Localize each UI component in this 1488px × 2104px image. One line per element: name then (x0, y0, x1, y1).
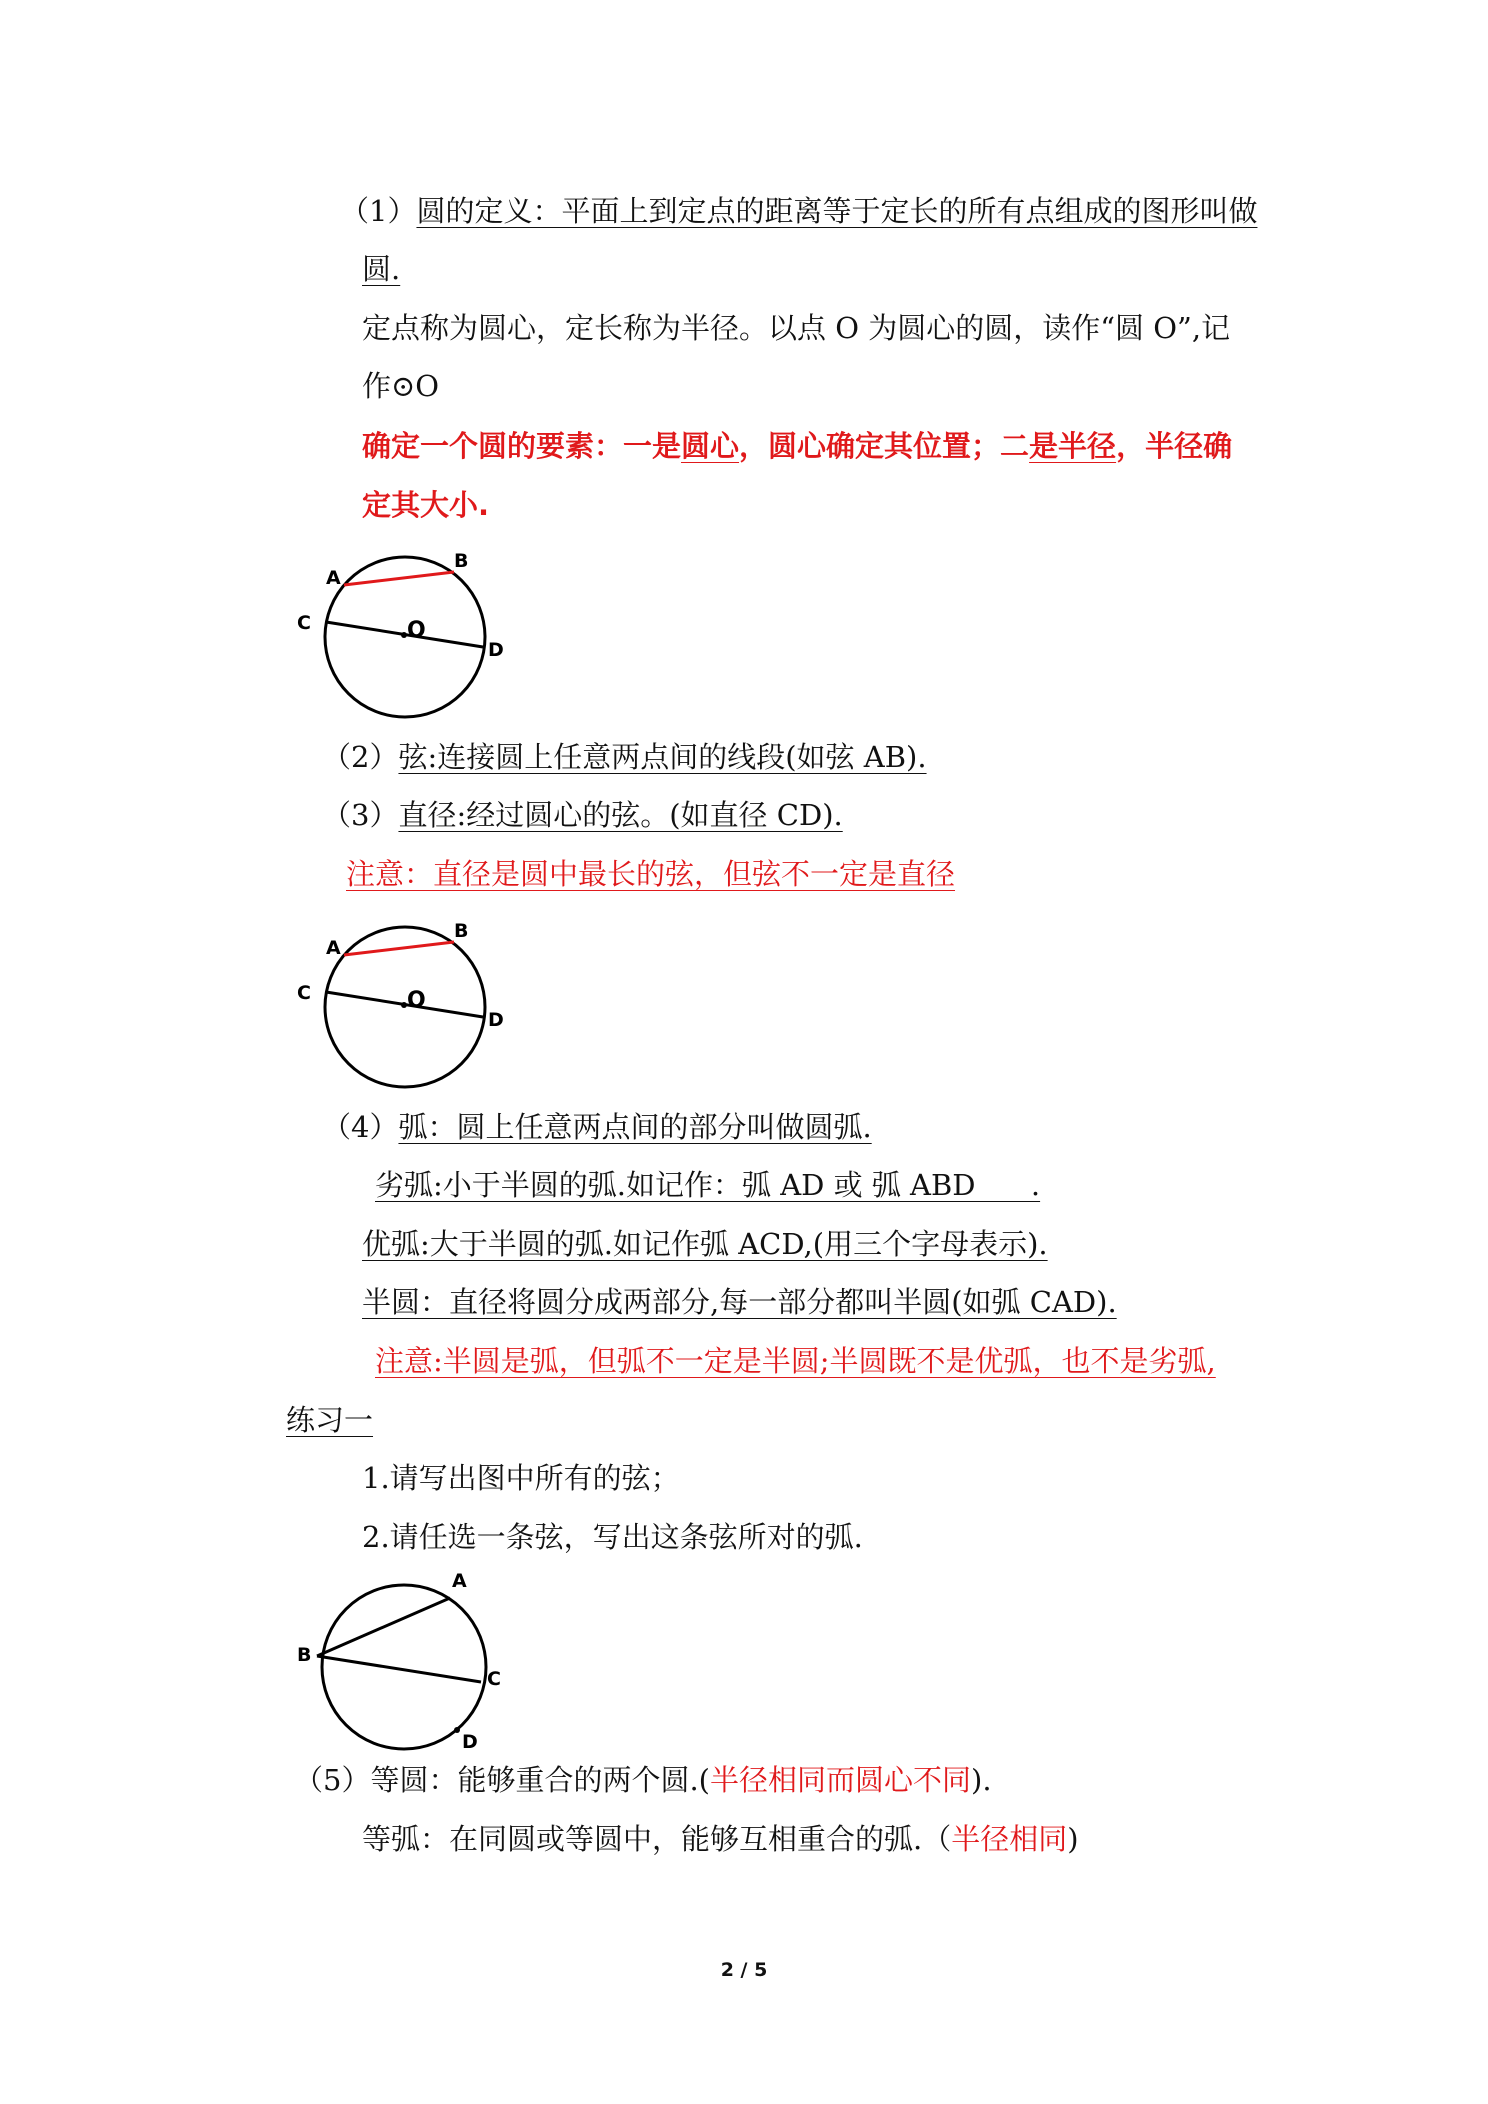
label-b: B (454, 550, 469, 572)
major-arc-line: 优弧:大于半圆的弧.如记作弧 ACD,(用三个字母表示). (362, 1227, 1048, 1261)
chord-ab (344, 572, 454, 585)
point-d (454, 1727, 460, 1733)
semicircle-line: 半圆：直径将圆分成两部分,每一部分都叫半圆(如弧 CAD). (362, 1285, 1117, 1319)
def1-line1 (340, 191, 1257, 231)
circle-outline (322, 1585, 486, 1749)
equal-circle-note: 半径相同而圆心不同 (710, 1763, 972, 1797)
exercise-q1: 1.请写出图中所有的弦； (362, 1461, 680, 1495)
def1-line2: 圆. (362, 252, 401, 286)
elements-a: 确定一个圆的要素：一是 (362, 429, 682, 463)
def1-text: 圆的定义：平面上到定点的距离等于定长的所有点组成的图形叫做 (416, 194, 1258, 228)
equal-circle-line (294, 1760, 992, 1800)
def1-line4: 作⊙O (362, 369, 440, 403)
equal-circle-text: 等圆：能够重合的两个圆.( (370, 1763, 710, 1797)
circle-figure-1 (290, 545, 530, 725)
chord-bc (317, 1656, 481, 1682)
label-d: D (488, 1009, 504, 1031)
label-d: D (462, 1731, 478, 1753)
circle-figure-2 (290, 915, 530, 1095)
elements-center: 圆心 (681, 429, 740, 463)
label-b: B (454, 920, 469, 942)
label-c: C (297, 612, 311, 634)
arc-text: 弧：圆上任意两点间的部分叫做圆弧. (398, 1110, 872, 1144)
minor-arc-line: 劣弧:小于半圆的弧.如记作：弧 AD 或 弧 ABD . (375, 1168, 1041, 1202)
elements-radius: 是半径 (1029, 429, 1117, 463)
equal-arc-end: ) (1067, 1822, 1079, 1856)
chord-ab (344, 942, 454, 955)
chord-num: （2） (322, 740, 399, 774)
equal-arc-note: 半径相同 (951, 1822, 1068, 1856)
chord-text: 弦:连接圆上任意两点间的线段(如弦 AB). (398, 740, 927, 774)
note-diameter: 注意：直径是圆中最长的弦，但弦不一定是直径 (346, 857, 956, 891)
elements-line1 (362, 426, 1232, 466)
elements-line2: 定其大小. (362, 488, 490, 522)
label-o: O (407, 988, 426, 1013)
diameter-num: （3） (322, 798, 399, 832)
equal-num: （5） (294, 1763, 371, 1797)
label-b: B (297, 1644, 312, 1666)
elements-e: ，半径确 (1116, 429, 1233, 463)
equal-arc-line (362, 1819, 1079, 1859)
note-semicircle: 注意:半圆是弧，但弧不一定是半圆;半圆既不是优弧，也不是劣弧, (375, 1344, 1216, 1378)
circle-figure-3 (290, 1565, 530, 1755)
label-a: A (326, 937, 341, 959)
def1-num: （1） (340, 194, 417, 228)
elements-c: ，圆心确定其位置；二 (739, 429, 1030, 463)
chord-ba (317, 1598, 450, 1656)
equal-arc-text: 等弧：在同圆或等圆中，能够互相重合的弧.（ (362, 1822, 952, 1856)
exercise-q2: 2.请任选一条弦，写出这条弦所对的弧. (362, 1520, 863, 1554)
arc-num: （4） (322, 1110, 399, 1144)
label-c: C (297, 982, 311, 1004)
label-d: D (488, 639, 504, 661)
label-c: C (487, 1668, 501, 1690)
label-o: O (407, 618, 426, 643)
exercise-title: 练习一 (286, 1403, 374, 1437)
def1-line3: 定点称为圆心，定长称为半径。以点 O 为圆心的圆，读作“圆 O”,记 (362, 311, 1231, 345)
chord-line (322, 737, 927, 777)
diameter-text: 直径:经过圆心的弦。(如直径 CD). (398, 798, 843, 832)
label-a: A (326, 567, 341, 589)
diameter-line (322, 795, 843, 835)
equal-circle-end: ). (971, 1763, 992, 1797)
arc-line (322, 1107, 872, 1147)
page-number: 2 / 5 (720, 1959, 768, 1981)
label-a: A (452, 1570, 467, 1592)
